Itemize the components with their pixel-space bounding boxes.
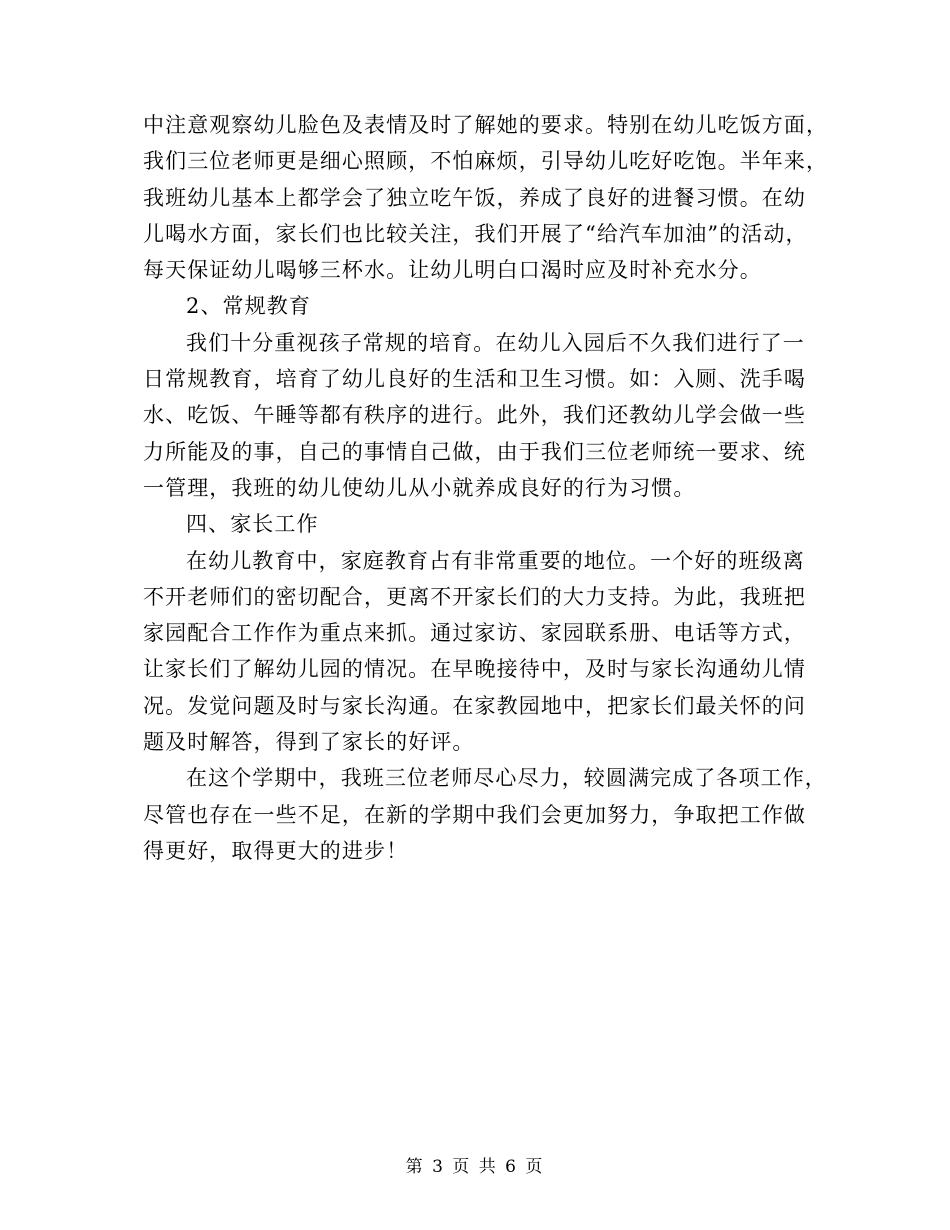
text-line-1: 中注意观察幼儿脸色及表情及时了解她的要求。特别在幼儿吃饭方面， — [143, 113, 829, 137]
text-line-5: 每天保证幼儿喝够三杯水。让幼儿明白口渴时应及时补充水分。 — [143, 258, 762, 283]
section-heading-parent-work: 四、家长工作 — [186, 512, 319, 537]
text-line-2: 我们三位老师更是细心照顾，不怕麻烦，引导幼儿吃好吃饱。半年来， — [143, 149, 829, 174]
document-body — [143, 107, 829, 869]
text-line-16: 让家长们了解幼儿园的情况。在早晚接待中，及时与家长沟通幼儿情 — [143, 657, 806, 682]
text-line-3: 我班幼儿基本上都学会了独立吃午饭，养成了良好的进餐习惯。在幼 — [143, 185, 806, 210]
text-line-17: 况。发觉问题及时与家长沟通。在家教园地中，把家长们最关怀的问 — [143, 693, 806, 718]
text-line-10: 力所能及的事，自己的事情自己做，由于我们三位老师统一要求、统 — [143, 439, 806, 464]
section-heading-routine-education: 2、常规教育 — [186, 294, 311, 319]
text-line-19: 在这个学期中，我班三位老师尽心尽力，较圆满完成了各项工作， — [186, 766, 827, 791]
text-line-7: 我们十分重视孩子常规的培育。在幼儿入园后不久我们进行了一 — [186, 330, 805, 355]
text-line-21: 得更好，取得更大的进步！ — [143, 838, 409, 863]
text-line-13: 在幼儿教育中，家庭教育占有非常重要的地位。一个好的班级离 — [186, 548, 805, 573]
text-line-9: 水、吃饭、午睡等都有秩序的进行。此外，我们还教幼儿学会做一些 — [143, 403, 806, 428]
text-line-18: 题及时解答，得到了家长的好评。 — [143, 730, 475, 755]
text-line-11: 一管理，我班的幼儿使幼儿从小就养成良好的行为习惯。 — [143, 475, 696, 500]
page-footer: 第 3 页 共 6 页 — [405, 1157, 545, 1177]
text-line-14: 不开老师们的密切配合，更离不开家长们的大力支持。为此，我班把 — [143, 584, 806, 609]
text-line-8: 日常规教育，培育了幼儿良好的生活和卫生习惯。如：入厕、洗手喝 — [143, 367, 806, 392]
text-line-20: 尽管也存在一些不足，在新的学期中我们会更加努力，争取把工作做 — [143, 802, 806, 827]
text-line-4: 儿喝水方面，家长们也比较关注，我们开展了“给汽车加油”的活动， — [143, 221, 808, 246]
text-line-15: 家园配合工作作为重点来抓。通过家访、家园联系册、电话等方式， — [143, 621, 806, 646]
